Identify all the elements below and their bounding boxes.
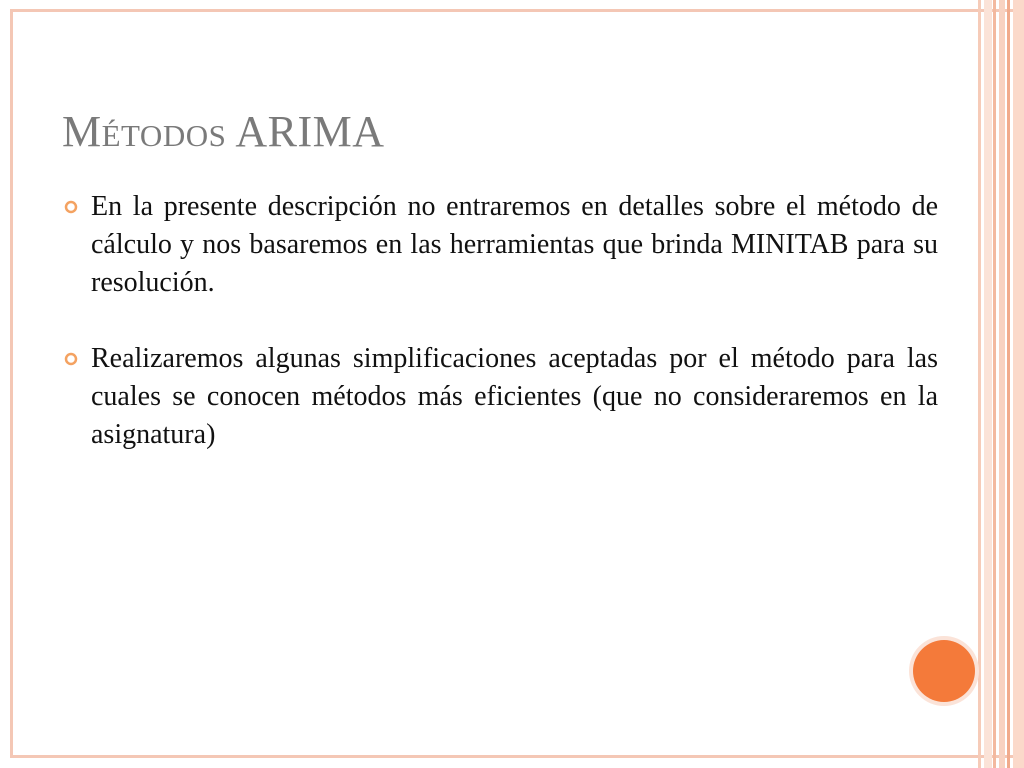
decor-circle: [913, 640, 975, 702]
slide-title: Métodos ARIMA: [62, 107, 385, 156]
bullet-list: [62, 188, 938, 492]
decor-stripe: [993, 0, 996, 768]
bullet-text: En la presente descripción no entraremos en detalles sobre el método de cálculo y nos basaremos en las herramientas que brinda MINITAB para su resolución.: [91, 191, 938, 298]
bullet-item: [62, 340, 938, 454]
decor-stripe: [984, 0, 992, 768]
decor-stripe: [999, 0, 1005, 768]
bullet-item: [62, 188, 938, 302]
bullet-text: Realizaremos algunas simplificaciones aceptadas por el método para las cuales se conocen métodos más eficientes (que no consideraremos en la asignatura): [91, 343, 938, 450]
decor-stripe: [1007, 0, 1010, 768]
decor-stripe: [1013, 0, 1024, 768]
hollow-circle-bullet-icon: [64, 200, 78, 214]
decor-stripe: [978, 0, 981, 768]
hollow-circle-bullet-icon: [64, 352, 78, 366]
